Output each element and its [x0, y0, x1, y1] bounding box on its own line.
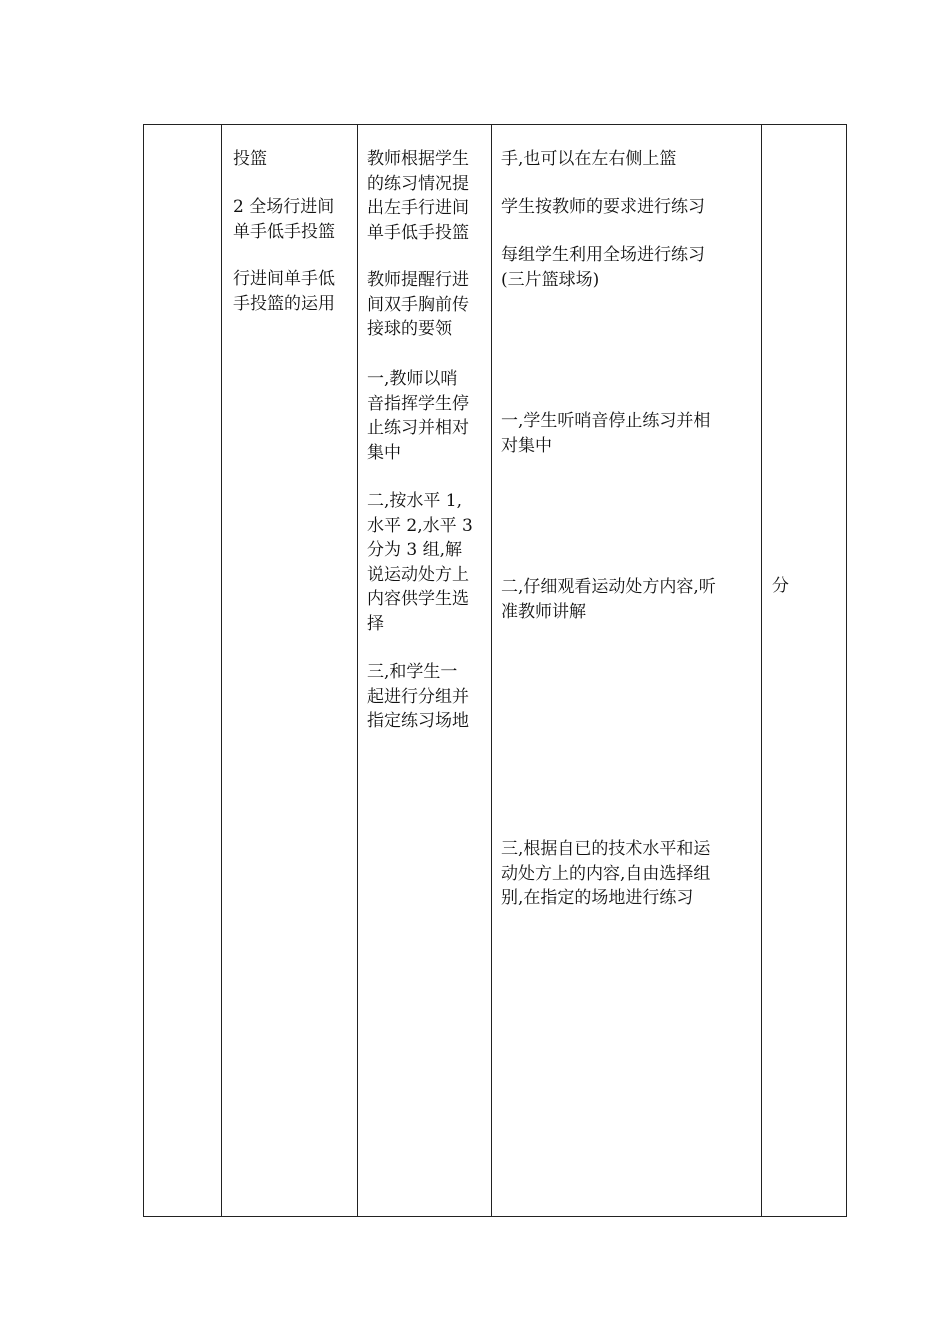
text-line: 一,教师以哨 [367, 369, 458, 389]
student-activity [501, 575, 716, 624]
text-line: 指定练习场地 [367, 711, 469, 731]
text-line: 止练习并相对 [367, 418, 469, 438]
content-cell [233, 147, 267, 172]
text-line: 动处方上的内容,自由选择组 [501, 863, 711, 884]
text-line: 出左手行进间 [367, 198, 469, 218]
text-line: 手投篮的运用 [233, 293, 335, 314]
teacher-activity [367, 367, 469, 465]
text-line: 三,和学生一 [367, 662, 458, 682]
text-line: 分为 3 组,解 [367, 540, 463, 560]
content-item-layup-application [233, 267, 335, 316]
column-divider [491, 125, 492, 1216]
text-line: 学生按教师的要求进行练习 [501, 197, 705, 217]
column-divider [357, 125, 358, 1216]
time-cell [772, 574, 789, 599]
content-cell [233, 195, 335, 244]
student-activity [501, 195, 705, 220]
text-line: 教师提醒行进 [367, 270, 469, 290]
text-line: 集中 [367, 442, 401, 463]
text-line: 择 [367, 613, 384, 634]
text-line: 的练习情况提 [367, 173, 469, 194]
text-line: 别,在指定的场地进行练习 [501, 888, 694, 908]
text-line: 教师根据学生 [367, 149, 469, 169]
column-divider [221, 125, 222, 1216]
text-line: 分 [772, 576, 789, 596]
text-line: 水平 2,水平 3 [367, 515, 473, 536]
text-line: 一,学生听哨音停止练习并相 [501, 411, 711, 431]
text-line: 行进间单手低 [233, 269, 335, 289]
text-line: 准教师讲解 [501, 601, 586, 622]
text-line: 二,按水平 1, [367, 491, 463, 511]
text-line: 对集中 [501, 435, 552, 456]
text-line: 手,也可以在左右侧上篮 [501, 149, 677, 169]
text-line: 接球的要领 [367, 319, 452, 339]
text-line: 起进行分组并 [367, 686, 469, 707]
teacher-activity [367, 268, 469, 342]
text-line: 三,根据自已的技术水平和运 [501, 839, 711, 859]
text-line: 二,仔细观看运动处方内容,听 [501, 577, 716, 597]
text-line: 投篮 [233, 149, 267, 169]
text-line: 每组学生利用全场进行练习 [501, 245, 705, 265]
content-item-shooting [233, 147, 267, 172]
text-line: (三片篮球场) [501, 269, 600, 290]
text-line: 内容供学生选 [367, 589, 469, 609]
column-divider [761, 125, 762, 1216]
text-line: 说运动处方上 [367, 564, 469, 585]
content-item-fullcourt-layup [233, 195, 335, 244]
text-line: 单手低手投篮 [367, 222, 469, 243]
student-activity [501, 837, 710, 911]
student-activity [501, 409, 710, 458]
text-line: 2 全场行进间 [233, 197, 335, 217]
text-line: 单手低手投篮 [233, 221, 335, 242]
teacher-activity [367, 147, 469, 245]
text-line: 音指挥学生停 [367, 393, 469, 414]
text-line: 间双手胸前传 [367, 294, 469, 315]
content-cell [233, 267, 335, 316]
student-activity [501, 147, 676, 172]
student-activity [501, 243, 705, 292]
teacher-activity [367, 489, 473, 636]
teacher-activity [367, 660, 469, 734]
